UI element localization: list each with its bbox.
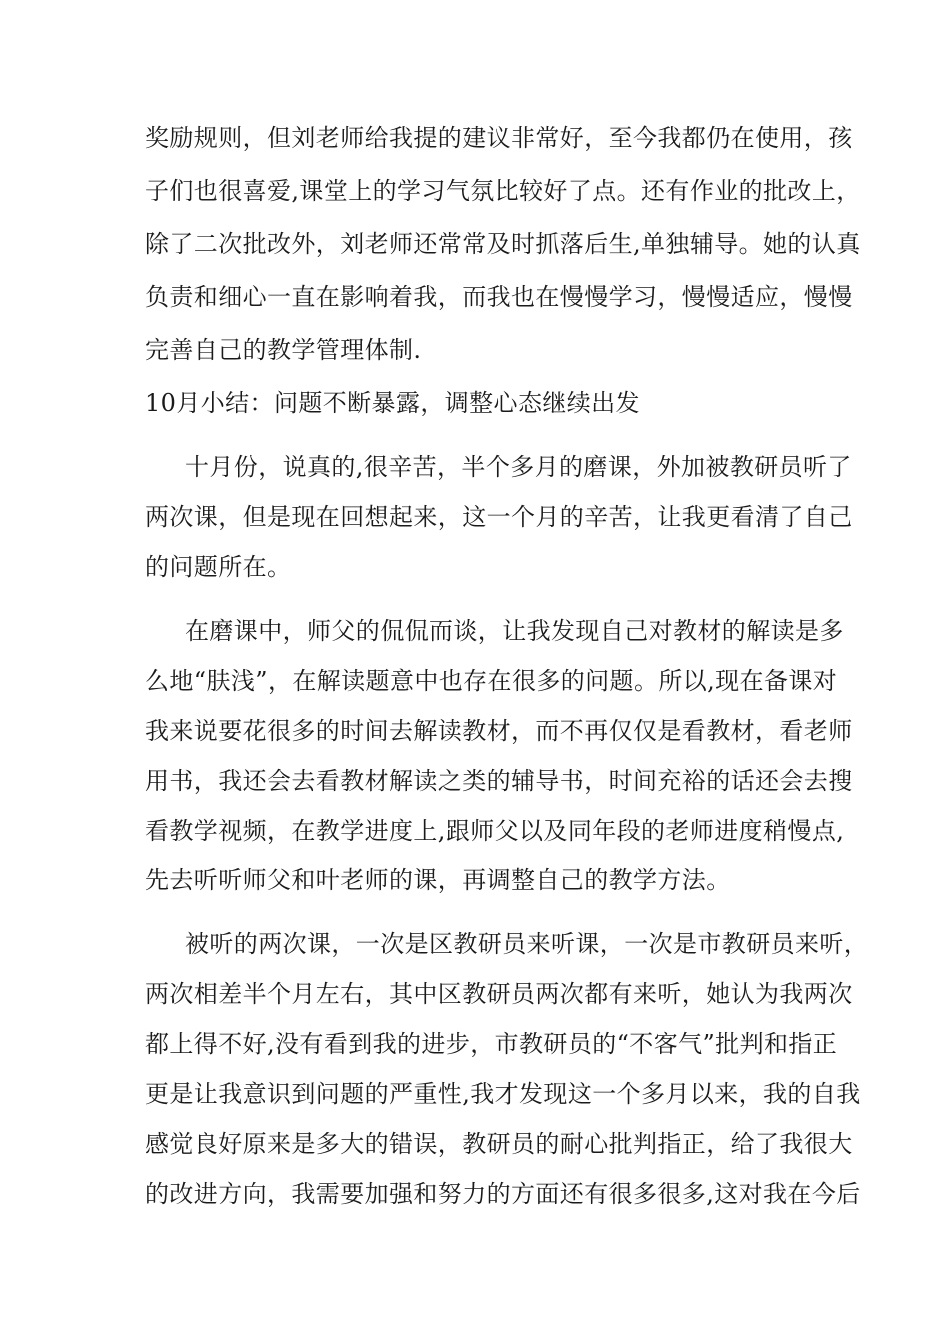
paragraph-4-line-6: 的改进方向，我需要加强和努力的方面还有很多很多,这对我在今后 [145,1180,861,1208]
paragraph-1-line-3: 除了二次批改外，刘老师还常常及时抓落后生,单独辅导。她的认真 [145,230,861,258]
paragraph-2-line-2: 两次课，但是现在回想起来，这一个月的辛苦，让我更看清了自己 [145,503,853,531]
paragraph-4-line-5: 感觉良好原来是多大的错误，教研员的耐心批判指正，给了我很大 [145,1130,853,1158]
paragraph-3-line-4: 用书，我还会去看教材解读之类的辅导书，时间充裕的话还会去搜 [145,767,853,795]
paragraph-4-line-2: 两次相差半个月左右，其中区教研员两次都有来听，她认为我两次 [145,980,853,1008]
paragraph-3-line-5: 看教学视频，在教学进度上,跟师父以及同年段的老师进度稍慢点, [145,817,845,845]
paragraph-1-line-4: 负责和细心一直在影响着我，而我也在慢慢学习，慢慢适应，慢慢 [145,283,853,311]
paragraph-3-line-2: 么地“肤浅”，在解读题意中也存在很多的问题。所以,现在备课对 [145,667,838,695]
paragraph-3-line-3: 我来说要花很多的时间去解读教材，而不再仅仅是看教材，看老师 [145,717,853,745]
paragraph-1-line-1: 奖励规则，但刘老师给我提的建议非常好，至今我都仍在使用，孩 [145,124,853,152]
paragraph-3-line-6: 先去听听师父和叶老师的课，再调整自己的教学方法。 [145,866,731,894]
paragraph-1-line-5: 完善自己的教学管理体制. [145,336,422,364]
paragraph-1-line-2: 子们也很喜爱,课堂上的学习气氛比较好了点。还有作业的批改上， [145,177,861,205]
paragraph-2-line-3: 的问题所在。 [145,553,292,581]
paragraph-4-line-4: 更是让我意识到问题的严重性,我才发现这一个多月以来，我的自我 [145,1080,861,1108]
paragraph-4-line-3: 都上得不好,没有看到我的进步，市教研员的“不客气”批判和指正 [145,1030,838,1058]
section-heading: 10月小结：问题不断暴露，调整心态继续出发 [145,389,640,417]
paragraph-4-line-1: 被听的两次课，一次是区教研员来听课，一次是市教研员来听， [185,930,869,958]
paragraph-2-line-1: 十月份，说真的,很辛苦，半个多月的磨课，外加被教研员听了 [185,453,852,481]
paragraph-3-line-1: 在磨课中，师父的侃侃而谈，让我发现自己对教材的解读是多 [185,617,844,645]
